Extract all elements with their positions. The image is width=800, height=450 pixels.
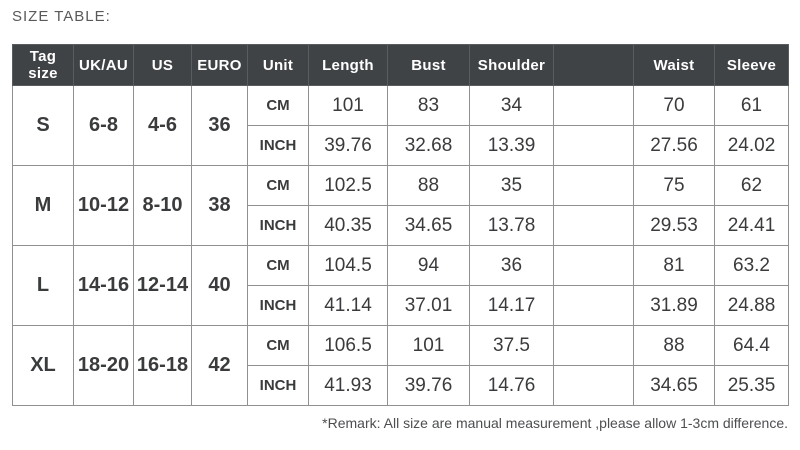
sleeve-value: 25.35 <box>715 366 789 406</box>
header-shoulder: Shoulder <box>470 45 554 86</box>
length-value: 106.5 <box>309 326 388 366</box>
waist-value: 31.89 <box>634 286 715 326</box>
length-value: 41.93 <box>309 366 388 406</box>
spacer-cell <box>554 86 634 126</box>
length-value: 101 <box>309 86 388 126</box>
bust-value: 32.68 <box>388 126 470 166</box>
bust-value: 88 <box>388 166 470 206</box>
spacer-cell <box>554 286 634 326</box>
ukau-cell: 10-12 <box>74 166 134 246</box>
header-spacer <box>554 45 634 86</box>
waist-value: 34.65 <box>634 366 715 406</box>
us-cell: 16-18 <box>134 326 192 406</box>
length-value: 40.35 <box>309 206 388 246</box>
header-row <box>13 45 789 86</box>
table-row <box>13 246 789 286</box>
spacer-cell <box>554 126 634 166</box>
ukau-cell: 14-16 <box>74 246 134 326</box>
waist-value: 88 <box>634 326 715 366</box>
unit-cell: CM <box>248 86 309 126</box>
shoulder-value: 13.39 <box>470 126 554 166</box>
tag-size-cell: M <box>13 166 74 246</box>
header-unit: Unit <box>248 45 309 86</box>
bust-value: 34.65 <box>388 206 470 246</box>
unit-cell: INCH <box>248 366 309 406</box>
shoulder-value: 14.76 <box>470 366 554 406</box>
euro-cell: 36 <box>192 86 248 166</box>
bust-value: 94 <box>388 246 470 286</box>
bust-value: 83 <box>388 86 470 126</box>
sleeve-value: 24.02 <box>715 126 789 166</box>
waist-value: 75 <box>634 166 715 206</box>
header-length: Length <box>309 45 388 86</box>
euro-cell: 40 <box>192 246 248 326</box>
shoulder-value: 34 <box>470 86 554 126</box>
shoulder-value: 36 <box>470 246 554 286</box>
spacer-cell <box>554 206 634 246</box>
table-row <box>13 326 789 366</box>
spacer-cell <box>554 326 634 366</box>
bust-value: 37.01 <box>388 286 470 326</box>
shoulder-value: 13.78 <box>470 206 554 246</box>
header-bust: Bust <box>388 45 470 86</box>
tag-size-cell: L <box>13 246 74 326</box>
header-us: US <box>134 45 192 86</box>
header-euro: EURO <box>192 45 248 86</box>
sleeve-value: 64.4 <box>715 326 789 366</box>
euro-cell: 42 <box>192 326 248 406</box>
us-cell: 4-6 <box>134 86 192 166</box>
tag-size-cell: S <box>13 86 74 166</box>
spacer-cell <box>554 366 634 406</box>
remark-note: *Remark: All size are manual measurement ,please allow 1-3cm difference. <box>322 415 788 431</box>
header-tag-size: Tag size <box>13 45 74 86</box>
sleeve-value: 24.88 <box>715 286 789 326</box>
shoulder-value: 35 <box>470 166 554 206</box>
us-cell: 12-14 <box>134 246 192 326</box>
unit-cell: CM <box>248 166 309 206</box>
waist-value: 27.56 <box>634 126 715 166</box>
unit-cell: CM <box>248 246 309 286</box>
length-value: 41.14 <box>309 286 388 326</box>
us-cell: 8-10 <box>134 166 192 246</box>
spacer-cell <box>554 166 634 206</box>
ukau-cell: 18-20 <box>74 326 134 406</box>
header-waist: Waist <box>634 45 715 86</box>
ukau-cell: 6-8 <box>74 86 134 166</box>
table-row <box>13 86 789 126</box>
spacer-cell <box>554 246 634 286</box>
unit-cell: INCH <box>248 286 309 326</box>
waist-value: 81 <box>634 246 715 286</box>
waist-value: 29.53 <box>634 206 715 246</box>
size-table <box>12 44 789 406</box>
unit-cell: INCH <box>248 206 309 246</box>
bust-value: 101 <box>388 326 470 366</box>
sleeve-value: 63.2 <box>715 246 789 286</box>
header-uk-au: UK/AU <box>74 45 134 86</box>
euro-cell: 38 <box>192 166 248 246</box>
table-row <box>13 166 789 206</box>
sleeve-value: 24.41 <box>715 206 789 246</box>
shoulder-value: 37.5 <box>470 326 554 366</box>
length-value: 39.76 <box>309 126 388 166</box>
waist-value: 70 <box>634 86 715 126</box>
shoulder-value: 14.17 <box>470 286 554 326</box>
header-sleeve: Sleeve <box>715 45 789 86</box>
tag-size-cell: XL <box>13 326 74 406</box>
length-value: 102.5 <box>309 166 388 206</box>
bust-value: 39.76 <box>388 366 470 406</box>
sleeve-value: 62 <box>715 166 789 206</box>
sleeve-value: 61 <box>715 86 789 126</box>
unit-cell: INCH <box>248 126 309 166</box>
unit-cell: CM <box>248 326 309 366</box>
page-title: SIZE TABLE: <box>12 8 111 25</box>
length-value: 104.5 <box>309 246 388 286</box>
